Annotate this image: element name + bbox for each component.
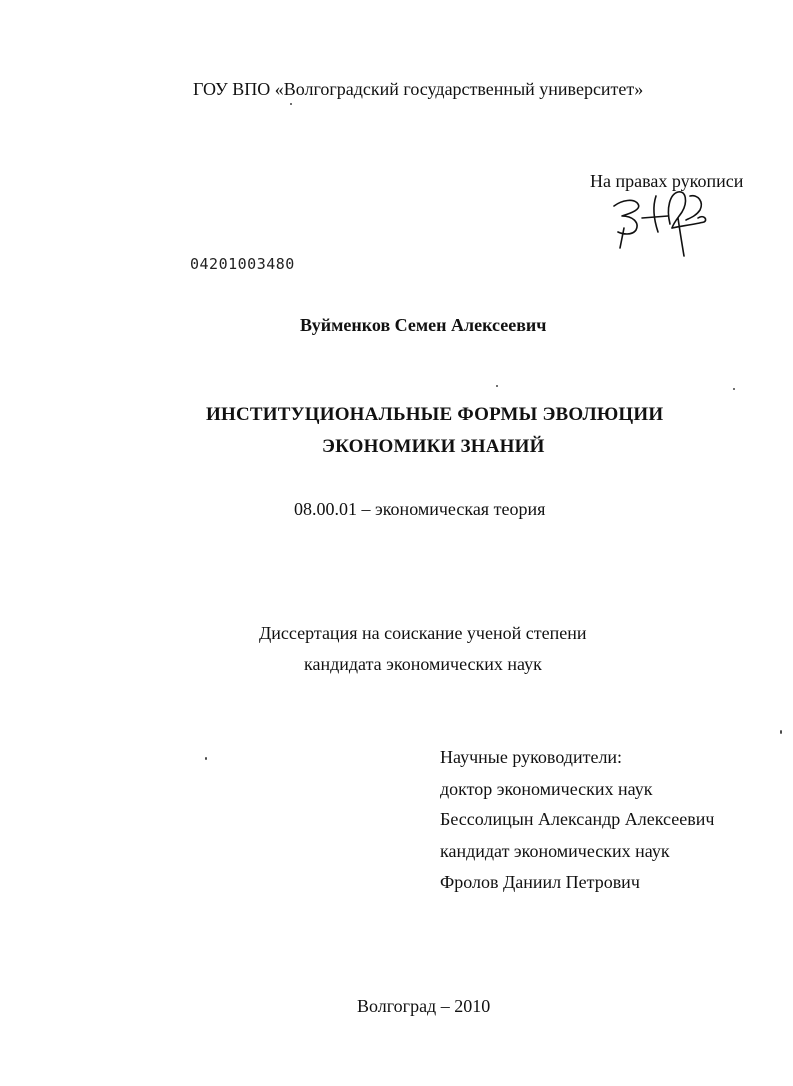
- supervisor-2-degree: кандидат экономических наук: [440, 841, 670, 861]
- supervisors-heading: Научные руководители:: [440, 747, 623, 767]
- scan-speck: [496, 385, 498, 387]
- author-name: Вуйменков Семен Алексеевич: [300, 315, 547, 335]
- supervisor-1-name: Бессолицын Александр Алексеевич: [440, 809, 715, 829]
- city-and-year: Волгоград – 2010: [357, 996, 491, 1016]
- scan-speck: [780, 730, 782, 734]
- scan-speck: [733, 388, 735, 390]
- manuscript-rights-note: На правах рукописи: [590, 171, 744, 191]
- document-id-number: 04201003480: [190, 255, 295, 273]
- supervisor-1-degree: доктор экономических наук: [440, 779, 653, 799]
- institution-name: ГОУ ВПО «Волгоградский государственный университет»: [193, 79, 644, 99]
- specialty-code: 08.00.01 – экономическая теория: [294, 499, 546, 519]
- degree-statement-line-2: кандидата экономических наук: [304, 654, 542, 674]
- scan-speck: [290, 103, 292, 105]
- scan-speck: [205, 757, 207, 760]
- degree-statement-line-1: Диссертация на соискание ученой степени: [259, 623, 587, 643]
- supervisor-2-name: Фролов Даниил Петрович: [440, 872, 640, 892]
- signature-mark: [612, 188, 712, 258]
- dissertation-title-line-1: ИНСТИТУЦИОНАЛЬНЫЕ ФОРМЫ ЭВОЛЮЦИИ: [206, 404, 664, 425]
- dissertation-title-line-2: ЭКОНОМИКИ ЗНАНИЙ: [322, 436, 545, 457]
